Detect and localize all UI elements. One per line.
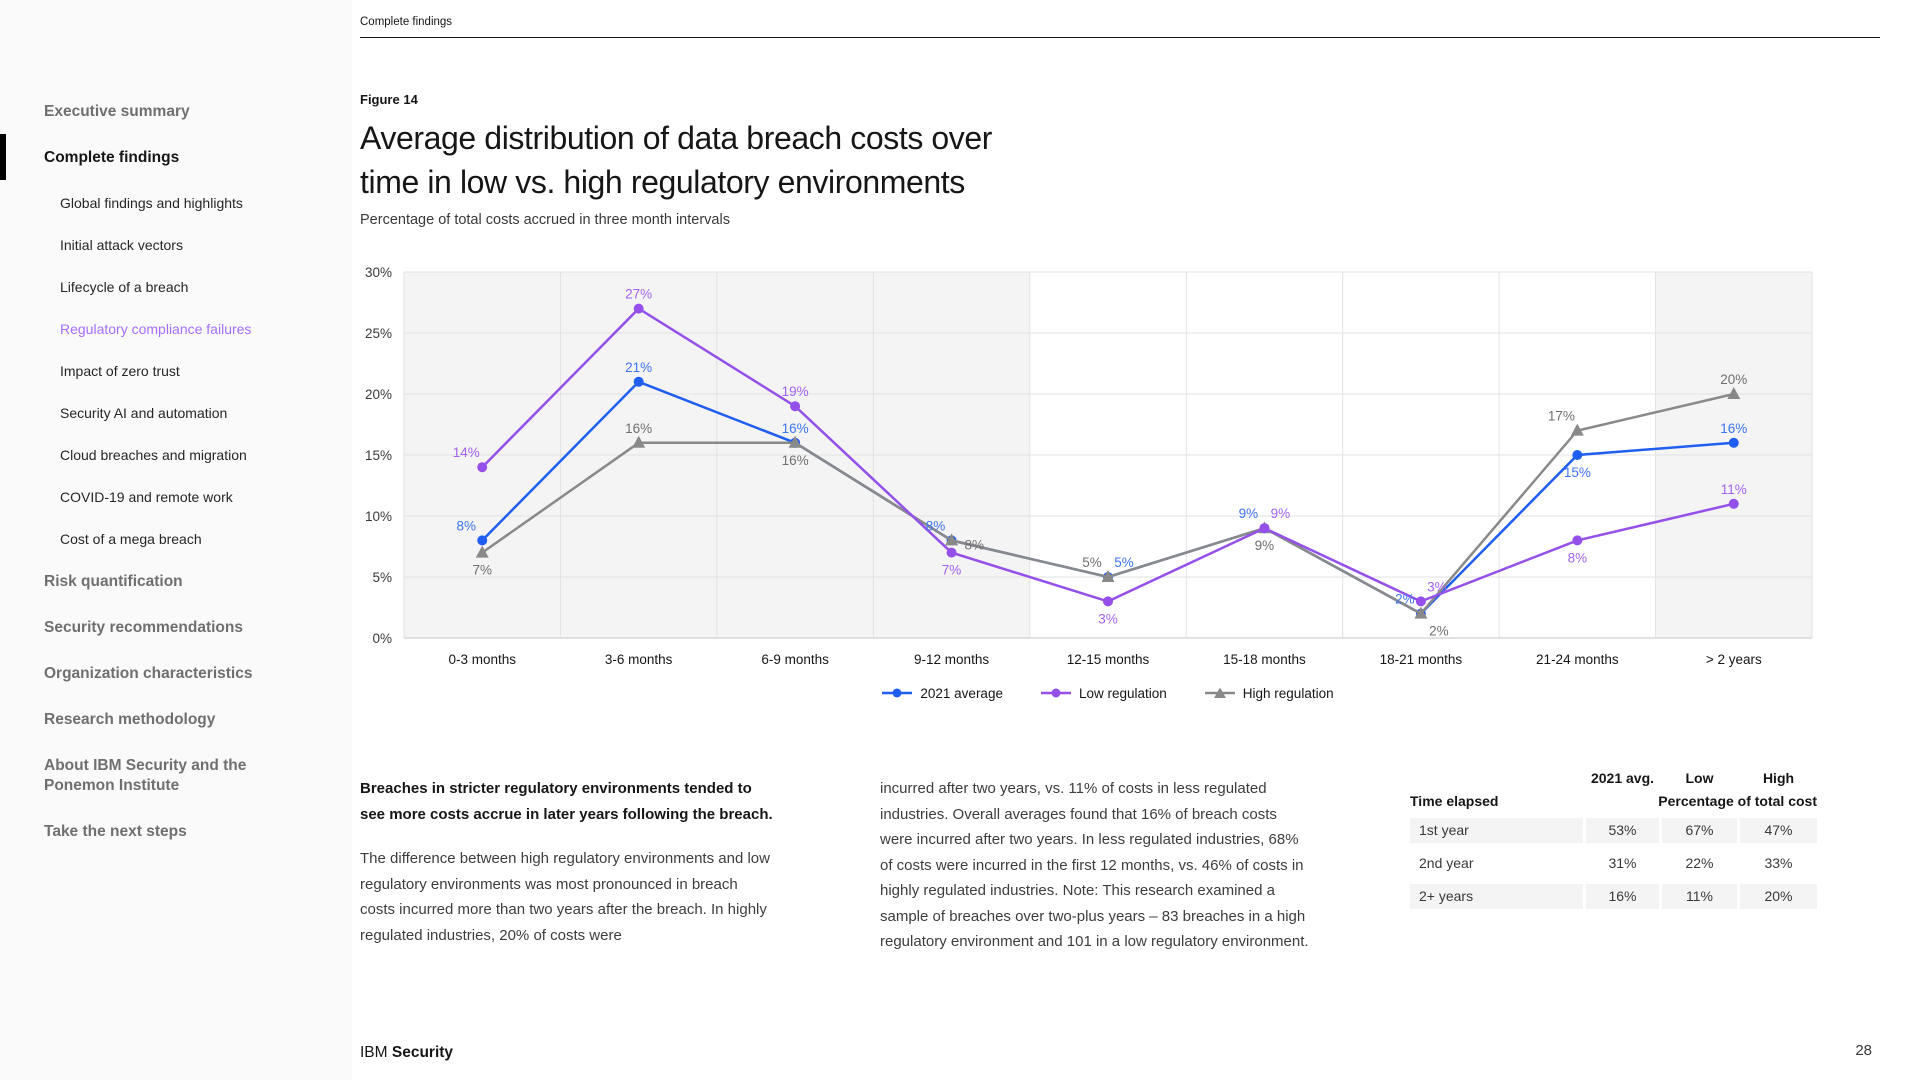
table-cell-value: 47% <box>1740 818 1817 843</box>
circle-marker <box>1259 523 1269 533</box>
table-subheader-row <box>1410 793 1830 809</box>
table-cell-value: 53% <box>1586 818 1659 843</box>
data-label-2021-average: 21% <box>625 359 653 375</box>
table-row-2-years <box>1410 884 1830 909</box>
data-label-2021-average: 8% <box>456 518 476 534</box>
x-tick-label: 15-18 months <box>1223 652 1306 667</box>
running-header <box>360 16 1880 38</box>
data-label-low-regulation: 7% <box>941 562 962 578</box>
sidebar-item-cloud-breaches-and-migration[interactable]: Cloud breaches and migration <box>60 447 247 463</box>
data-label-2021-average: 9% <box>1238 506 1259 522</box>
breadcrumb: Complete findings <box>360 16 453 28</box>
data-label-high-regulation: 8% <box>964 537 985 553</box>
text-column-2 <box>880 776 1312 955</box>
legend-label: Low regulation <box>1078 685 1167 701</box>
table-header-row <box>1410 770 1830 786</box>
data-label-2021-average: 15% <box>1563 465 1591 480</box>
table-cell-label: 1st year <box>1410 818 1583 843</box>
legend-circle-symbol <box>1041 687 1071 699</box>
circle-marker <box>947 548 957 558</box>
legend-triangle-symbol <box>1205 687 1235 699</box>
sidebar-nav <box>0 0 352 842</box>
circle-marker <box>634 304 644 314</box>
y-tick-label: 25% <box>364 326 392 341</box>
sidebar-item-regulatory-compliance-failures[interactable]: Regulatory compliance failures <box>60 321 252 337</box>
text-column-1 <box>360 776 776 948</box>
data-label-high-regulation: 5% <box>1082 555 1102 570</box>
data-label-low-regulation: 11% <box>1720 481 1747 497</box>
data-label-high-regulation: 7% <box>472 562 492 578</box>
table-cell-label: 2nd year <box>1419 855 1474 871</box>
table-row-1st-year <box>1410 818 1830 843</box>
sidebar-item-impact-of-zero-trust[interactable]: Impact of zero trust <box>60 363 180 379</box>
table-cell-value: 20% <box>1740 884 1817 909</box>
body-paragraph-2: incurred after two years, vs. 11% of costs in less regulated industries. Overall averages found that 16% of breach costs were incurred after two years. In less regulated industries, 68% of costs were incurred in the first 12 months, vs. 46% of costs in highly regulated industries. Note: This research examined a sample of breaches over two-plus years – 83 breaches in a high regulatory environment and 101 in a low regulatory environment. <box>880 780 1309 950</box>
legend-item-2021-average <box>882 686 1003 701</box>
figure-title-line: time in low vs. high regulatory environments <box>360 164 965 200</box>
sidebar-item-covid-19-and-remote-work[interactable]: COVID-19 and remote work <box>60 489 233 505</box>
x-tick-label: 18-21 months <box>1379 652 1463 667</box>
legend-item-high-regulation <box>1205 686 1334 701</box>
table-cell-label: 2+ years <box>1410 884 1583 909</box>
data-label-low-regulation: 14% <box>452 445 480 461</box>
figure-label: Figure 14 <box>360 92 418 107</box>
data-label-low-regulation: 27% <box>625 286 653 302</box>
table-cell-value: 16% <box>1586 884 1659 909</box>
main-content <box>352 0 1920 1080</box>
x-tick-label: 12-15 months <box>1066 652 1150 667</box>
sidebar-item-lifecycle-of-a-breach[interactable]: Lifecycle of a breach <box>60 279 189 295</box>
figure-subtitle: Percentage of total costs accrued in three month intervals <box>360 212 730 228</box>
circle-marker <box>790 401 800 411</box>
y-tick-label: 15% <box>364 448 392 463</box>
sidebar-item-security-recommendations[interactable]: Security recommendations <box>44 619 243 636</box>
sidebar-item-take-the-next-steps[interactable]: Take the next steps <box>44 823 187 840</box>
y-tick-label: 20% <box>364 387 392 402</box>
summary-table <box>1410 770 1830 917</box>
table-value-header: Percentage of total cost <box>1658 793 1817 809</box>
legend-item-low-regulation <box>1041 686 1167 701</box>
circle-marker <box>477 462 487 472</box>
data-label-high-regulation: 16% <box>625 420 653 436</box>
table-cell-value: 67% <box>1662 818 1737 843</box>
y-tick-label: 30% <box>364 265 392 280</box>
table-cell-value: 33% <box>1764 855 1793 871</box>
legend-circle-symbol <box>882 687 912 699</box>
page-number: 28 <box>1855 1042 1872 1059</box>
table-row-header-label: Time elapsed <box>1410 793 1499 809</box>
data-label-high-regulation: 2% <box>1429 623 1449 639</box>
sidebar-item-complete-findings[interactable]: Complete findings <box>0 148 296 168</box>
sidebar-item-organization-characteristics[interactable]: Organization characteristics <box>44 665 253 682</box>
data-label-high-regulation: 17% <box>1547 408 1575 424</box>
sidebar-item-security-ai-and-automation[interactable]: Security AI and automation <box>60 405 228 421</box>
x-tick-label: 9-12 months <box>914 652 990 667</box>
sidebar-item-executive-summary[interactable]: Executive summary <box>44 103 190 120</box>
logo-security: Security <box>391 1044 454 1061</box>
circle-marker <box>1416 596 1426 606</box>
data-label-high-regulation: 20% <box>1720 372 1748 387</box>
table-cell-value: 31% <box>1608 855 1637 871</box>
line-chart <box>360 250 1880 690</box>
circle-marker <box>1103 596 1113 606</box>
table-col-header: High <box>1762 770 1795 786</box>
data-label-low-regulation: 9% <box>1270 506 1291 522</box>
circle-marker <box>477 535 487 545</box>
y-tick-label: 0% <box>372 631 392 646</box>
sidebar-item-cost-of-a-mega-breach[interactable]: Cost of a mega breach <box>60 531 202 547</box>
body-paragraph-1: The difference between high regulatory environments and low regulatory environments was most pronounced in breach costs incurred more than two years after the breach. In highly regulated industries, 20% of costs were <box>360 850 770 944</box>
sidebar-item-initial-attack-vectors[interactable]: Initial attack vectors <box>60 237 183 253</box>
table-cell-value: 22% <box>1685 855 1714 871</box>
data-label-2021-average: 16% <box>781 420 809 436</box>
data-label-2021-average: 16% <box>1720 420 1748 436</box>
data-label-2021-average: 2% <box>1395 591 1415 607</box>
table-cell-value: 11% <box>1662 884 1737 909</box>
circle-marker <box>1729 499 1739 509</box>
data-label-high-regulation: 16% <box>781 452 809 468</box>
circle-marker <box>634 377 644 387</box>
lead-paragraph: Breaches in stricter regulatory environments tended to see more costs accrue in later years following the breach. <box>360 780 773 823</box>
logo-ibm: IBM <box>360 1044 388 1061</box>
data-label-low-regulation: 3% <box>1427 579 1447 595</box>
data-label-2021-average: 5% <box>1114 555 1134 570</box>
data-label-low-regulation: 3% <box>1098 611 1118 627</box>
circle-marker <box>1729 438 1739 448</box>
legend-label: High regulation <box>1242 685 1334 701</box>
legend-label: 2021 average <box>920 685 1003 701</box>
table-col-header: Low <box>1685 770 1714 786</box>
x-tick-label: 3-6 months <box>604 652 673 667</box>
ibm-security-logo <box>360 1044 453 1062</box>
chart-legend <box>404 683 1812 703</box>
circle-marker <box>1572 535 1582 545</box>
figure-title-line: Average distribution of data breach costs over <box>360 120 993 156</box>
sidebar-item-risk-quantification[interactable]: Risk quantification <box>44 573 183 590</box>
x-tick-label: 6-9 months <box>761 652 829 667</box>
x-tick-label: 21-24 months <box>1536 652 1619 667</box>
figure-title <box>360 116 992 204</box>
x-tick-label: 0-3 months <box>448 652 516 667</box>
data-label-high-regulation: 9% <box>1254 538 1275 554</box>
sidebar-item-global-findings-and-highlights[interactable]: Global findings and highlights <box>60 195 243 211</box>
x-tick-label: > 2 years <box>1705 652 1762 667</box>
data-label-2021-average: 8% <box>925 518 946 534</box>
chart-canvas <box>360 250 1880 690</box>
y-tick-label: 10% <box>364 509 392 524</box>
sidebar-item-research-methodology[interactable]: Research methodology <box>44 711 216 728</box>
data-label-low-regulation: 8% <box>1567 550 1588 566</box>
data-label-low-regulation: 19% <box>781 384 809 400</box>
y-tick-label: 5% <box>372 570 392 585</box>
circle-marker <box>1572 450 1582 460</box>
table-col-header: 2021 avg. <box>1590 770 1655 786</box>
table-row-2nd-year <box>1410 851 1830 876</box>
sidebar-item-about-ibm-security-and-the-ponemon-institute[interactable]: About IBM Security and the Ponemon Institute <box>44 757 247 794</box>
sidebar <box>0 0 352 1080</box>
